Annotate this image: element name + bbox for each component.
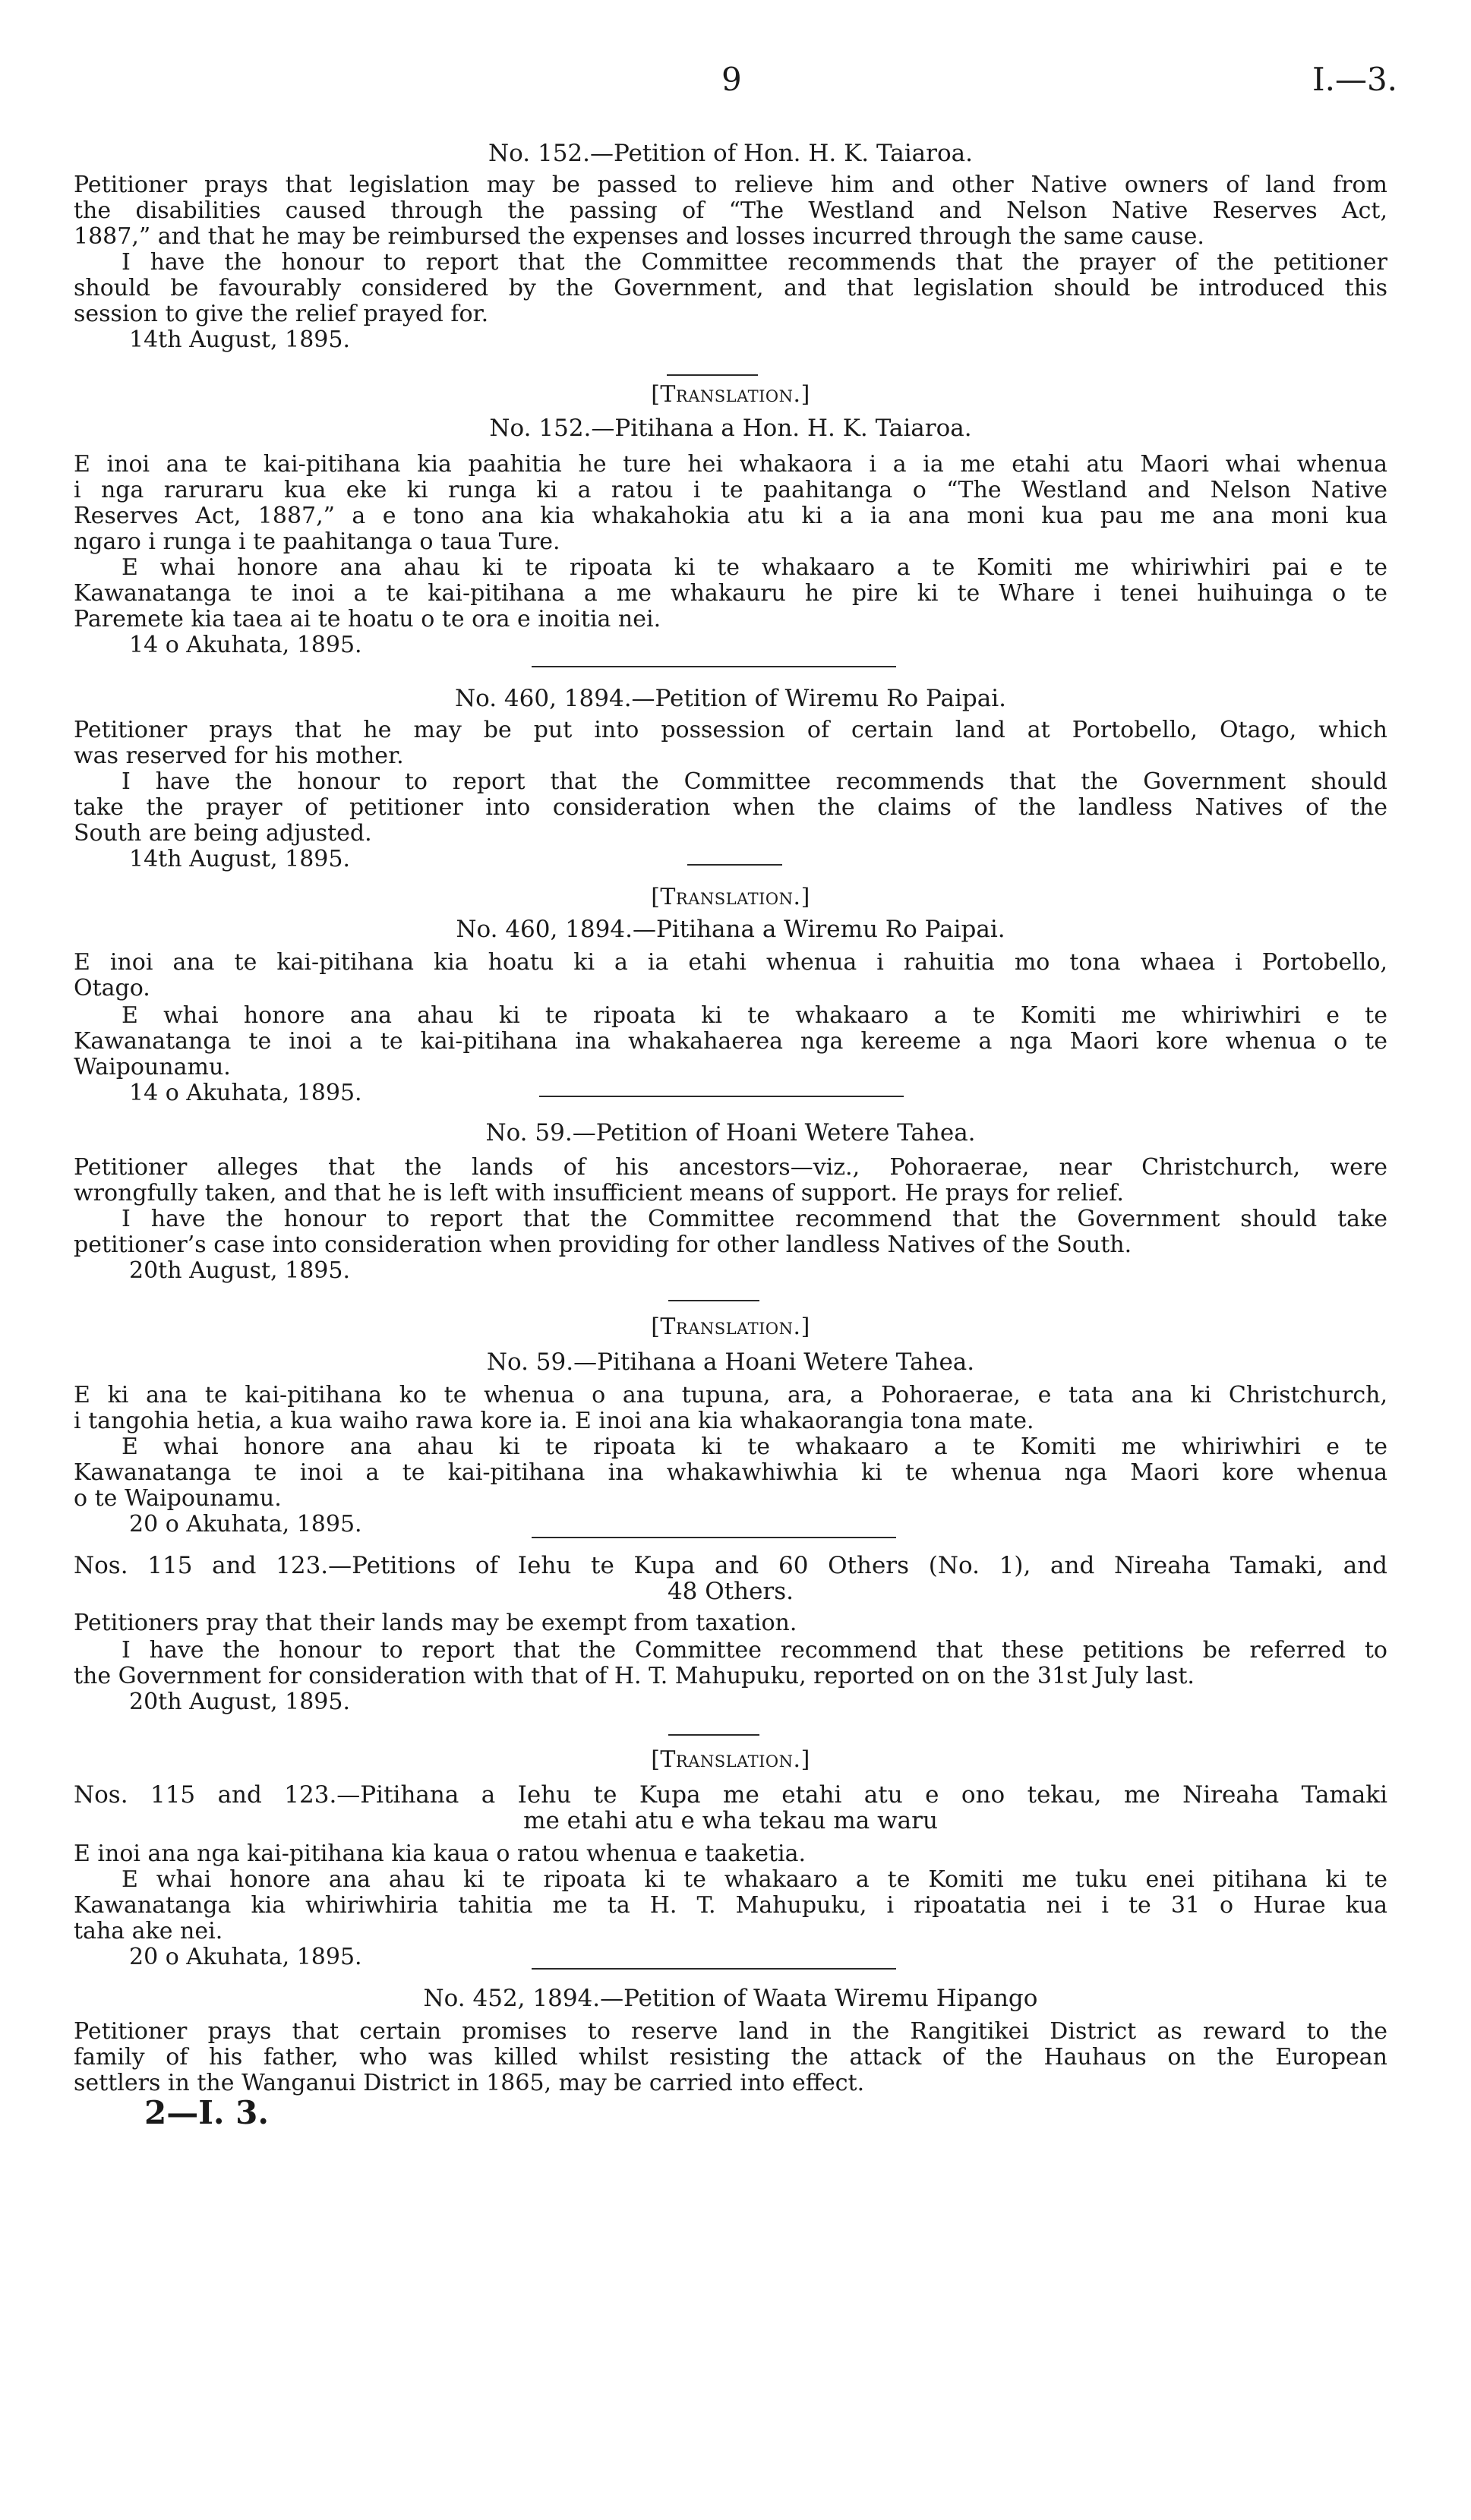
paragraph-line: Kawanatanga te inoi a te kai-pitihana ina whakahaerea nga kereeme a nga Maori kore whenua o te (74, 1028, 1387, 1055)
page-signature: 2—I. 3. (144, 2094, 269, 2131)
petition-title: me etahi atu e wha tekau ma waru (523, 1807, 938, 1834)
paragraph-line: Petitioner prays that certain promises to reserve land in the Rangitikei District as reward to the (74, 2018, 1387, 2045)
paragraph-line: o te Waipounamu. (74, 1485, 282, 1512)
paragraph-line: i nga raruraru kua eke ki runga ki a ratou i te paahitanga o “The Westland and Nelson Native (74, 477, 1387, 503)
section-divider (539, 1096, 904, 1097)
paragraph-line: E inoi ana te kai-pitihana kia hoatu ki a ia etahi whenua i rahuitia mo tona whaea i Portobello, (74, 949, 1387, 976)
petition-title: Nos. 115 and 123.—Petitions of Iehu te Kupa and 60 Others (No. 1), and Nireaha Tamaki, and (74, 1552, 1387, 1579)
paragraph-line: settlers in the Wanganui District in 1865, may be carried into effect. (74, 2070, 865, 2096)
paragraph-line: Waipounamu. (74, 1054, 231, 1080)
petition-title: No. 460, 1894.—Petition of Wiremu Ro Paipai. (454, 685, 1007, 712)
paragraph-line: Reserves Act, 1887,” a e tono ana kia whakahokia atu ki a ia ana moni kua pau me ana moni kua (74, 503, 1387, 529)
report-date: 20th August, 1895. (129, 1257, 351, 1284)
short-divider (668, 1300, 759, 1301)
petition-title: No. 452, 1894.—Petition of Waata Wiremu Hipango (423, 1985, 1038, 2012)
paragraph-line: Kawanatanga kia whiriwhiria tahitia me ta H. T. Mahupuku, i ripoatatia nei i te 31 o Hurae kua (74, 1892, 1387, 1919)
paragraph-line: E ki ana te kai-pitihana ko te whenua o ana tupuna, ara, a Pohoraerae, e tata ana ki Christchurch, (74, 1382, 1387, 1408)
paragraph-line: Paremete kia taea ai te hoatu o te ora e inoitia nei. (74, 606, 661, 632)
paragraph-line: taha ake nei. (74, 1918, 223, 1944)
translation-heading: [Translation.] (651, 381, 810, 408)
section-divider (532, 1537, 896, 1538)
report-date: 14 o Akuhata, 1895. (129, 1080, 362, 1106)
paragraph-line: 1887,” and that he may be reimbursed the expenses and losses incurred through the same cause. (74, 223, 1204, 250)
paragraph-line: I have the honour to report that the Committee recommends that the prayer of the petitioner (122, 249, 1387, 276)
paragraph-line: wrongfully taken, and that he is left with insufficient means of support. He prays for relief. (74, 1180, 1124, 1206)
paragraph-line: Petitioners pray that their lands may be exempt from taxation. (74, 1610, 797, 1636)
paragraph-line: Kawanatanga te inoi a te kai-pitihana a me whakauru he pire ki te Whare i tenei huihuinga o te (74, 580, 1387, 607)
paragraph-line: E inoi ana nga kai-pitihana kia kaua o ratou whenua e taaketia. (74, 1840, 807, 1867)
paragraph-line: I have the honour to report that the Committee recommends that the Government should (122, 768, 1387, 795)
petition-title: 48 Others. (667, 1578, 794, 1605)
paragraph-line: I have the honour to report that the Committee recommend that the Government should take (122, 1206, 1387, 1232)
paragraph-line: E inoi ana te kai-pitihana kia paahitia he ture hei whakaora i a ia me etahi atu Maori whai whenua (74, 451, 1387, 478)
report-date: 14 o Akuhata, 1895. (129, 632, 362, 658)
paragraph-line: E whai honore ana ahau ki te ripoata ki te whakaaro a te Komiti me whiriwhiri e te (122, 1002, 1387, 1029)
petition-title: No. 59.—Pitihana a Hoani Wetere Tahea. (486, 1348, 975, 1376)
paragraph-line: I have the honour to report that the Committee recommend that these petitions be referred to (122, 1637, 1387, 1664)
translation-heading: [Translation.] (651, 884, 810, 910)
paragraph-line: family of his father, who was killed whilst resisting the attack of the Hauhaus on the European (74, 2044, 1387, 2071)
paragraph-line: E whai honore ana ahau ki te ripoata ki te whakaaro a te Komiti me whiriwhiri pai e te (122, 554, 1387, 581)
paragraph-line: session to give the relief prayed for. (74, 301, 489, 327)
paragraph-line: Otago. (74, 975, 150, 1001)
section-divider (532, 666, 896, 667)
report-date: 20th August, 1895. (129, 1689, 351, 1715)
petition-title: No. 460, 1894.—Pitihana a Wiremu Ro Paipai. (456, 916, 1005, 943)
report-date: 20 o Akuhata, 1895. (129, 1511, 362, 1538)
paragraph-line: South are being adjusted. (74, 820, 372, 847)
petition-title: Nos. 115 and 123.—Pitihana a Iehu te Kupa me etahi atu e ono tekau, me Nireaha Tamaki (74, 1781, 1387, 1809)
translation-heading: [Translation.] (651, 1314, 810, 1340)
paragraph-line: Petitioner prays that legislation may be passed to relieve him and other Native owners of land from (74, 172, 1387, 198)
petition-title: No. 152.—Pitihana a Hon. H. K. Taiaroa. (489, 415, 972, 442)
document-reference: I.—3. (1312, 61, 1398, 98)
section-divider (532, 1968, 896, 1970)
paragraph-line: the disabilities caused through the passing of “The Westland and Nelson Native Reserves Act, (74, 197, 1387, 224)
paragraph-line: E whai honore ana ahau ki te ripoata ki te whakaaro a te Komiti me whiriwhiri e te (122, 1433, 1387, 1460)
paragraph-line: Petitioner prays that he may be put into possession of certain land at Portobello, Otago, which (74, 717, 1387, 743)
paragraph-line: was reserved for his mother. (74, 743, 404, 769)
short-divider (687, 864, 782, 866)
paragraph-line: the Government for consideration with that of H. T. Mahupuku, reported on on the 31st July last. (74, 1663, 1195, 1689)
petition-title: No. 59.—Petition of Hoani Wetere Tahea. (485, 1119, 976, 1146)
paragraph-line: petitioner’s case into consideration when providing for other landless Natives of the South. (74, 1232, 1132, 1258)
paragraph-line: E whai honore ana ahau ki te ripoata ki te whakaaro a te Komiti me tuku enei pitihana ki te (122, 1866, 1387, 1893)
paragraph-line: i tangohia hetia, a kua waiho rawa kore ia. E inoi ana kia whakaorangia tona mate. (74, 1408, 1034, 1434)
paragraph-line: Kawanatanga te inoi a te kai-pitihana ina whakawhiwhia ki te whenua nga Maori kore whenua (74, 1459, 1387, 1486)
short-divider (668, 1734, 759, 1736)
paragraph-line: Petitioner alleges that the lands of his ancestors—viz., Pohoraerae, near Christchurch, were (74, 1154, 1387, 1181)
paragraph-line: take the prayer of petitioner into consideration when the claims of the landless Natives of the (74, 794, 1387, 821)
translation-heading: [Translation.] (651, 1746, 810, 1773)
paragraph-line: ngaro i runga i te paahitanga o taua Ture. (74, 528, 560, 555)
page-number: 9 (721, 61, 742, 98)
report-date: 14th August, 1895. (129, 846, 351, 872)
petition-title: No. 152.—Petition of Hon. H. K. Taiaroa. (488, 140, 973, 167)
short-divider (667, 374, 758, 376)
report-date: 20 o Akuhata, 1895. (129, 1944, 362, 1970)
report-date: 14th August, 1895. (129, 326, 351, 353)
paragraph-line: should be favourably considered by the Government, and that legislation should be introduced this (74, 275, 1387, 301)
